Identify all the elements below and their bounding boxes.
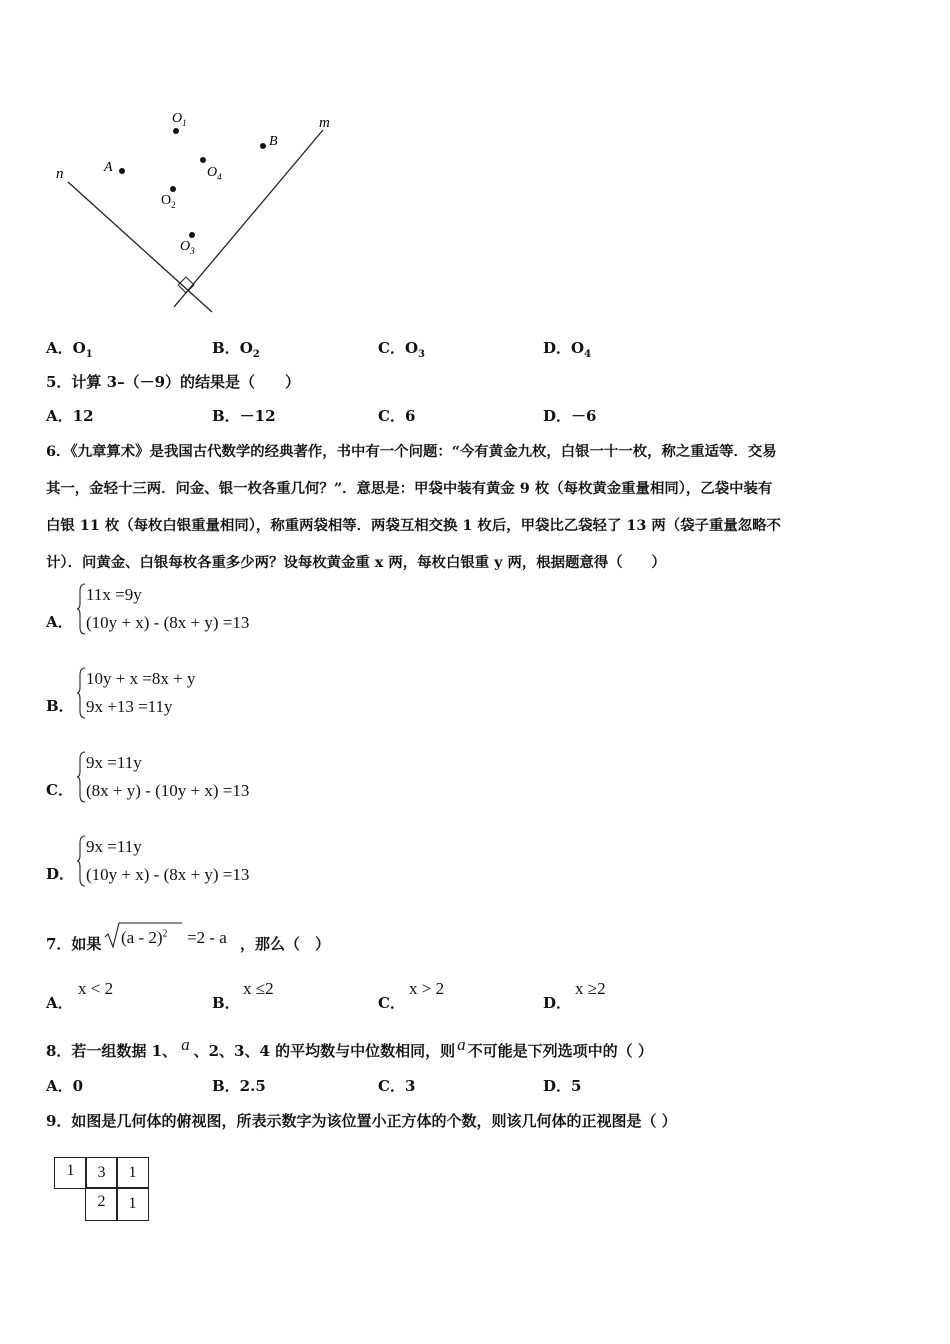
q6-a-eq2: (10y + x) - (8x + y) =13 [86,613,250,632]
q7-option-b-letter[interactable]: B． [212,994,240,1012]
q4-option-a[interactable]: A．$O_1$ [46,339,93,360]
q6-c-eq1: 9x =11y [86,753,142,772]
q5-option-d[interactable]: D．－6 [543,407,597,425]
q8-option-d[interactable]: D．5 [543,1077,582,1095]
q7-option-c-expr: x > 2 [409,979,445,998]
q8-option-b[interactable]: B．2.5 [212,1077,266,1095]
q5-stem: 5．计算 3–（－9）的结果是（ ） [46,373,301,391]
q6-option-a-letter[interactable]: A． [46,613,73,631]
label-a: A [104,160,113,175]
q6-a-eq1: 11x =9y [86,585,142,604]
q6-option-b-letter[interactable]: B． [46,697,74,715]
q7-suffix: ，那么（ ） [240,935,331,953]
q5-option-a[interactable]: A．12 [46,407,94,425]
q6-d-eq2: (10y + x) - (8x + y) =13 [86,865,250,884]
brace-icon [76,583,86,635]
label-o1: $O_1$ [172,111,187,128]
q6-stem-line1: 6．《九章算术》是我国古代数学的经典著作，书中有一个问题：“今有黄金九枚，白银一十一枚，称之重适等．交易 [46,443,777,460]
point-o1 [173,128,179,134]
grid-cell: 1 [54,1157,87,1189]
q8-stem: 8．若一组数据 1、 a 、2、3、4 的平均数与中位数相同，则 a 不可能是下列选项中的（ ） [46,1035,653,1060]
q6-b-eq1: 10y + x =8x + y [86,669,196,688]
q7-option-b-expr: x ≤2 [243,979,274,998]
brace-icon [76,751,86,803]
q8-option-a[interactable]: A．0 [46,1077,84,1095]
q4-option-d[interactable]: D．$O_4$ [543,339,592,360]
q6-d-eq1: 9x =11y [86,837,142,856]
q5-option-c[interactable]: C．6 [378,407,416,425]
grid-cell: 3 [85,1157,118,1189]
point-a [119,168,125,174]
q7-option-a-expr: x < 2 [78,979,114,998]
top-view-grid [54,1157,152,1223]
q6-stem-line4: 计）．问黄金、白银每枚各重多少两？设每枚黄金重 x 两，每枚白银重 y 两，根据题意得（ ） [46,554,666,571]
q6-c-eq2: (8x + y) - (10y + x) =13 [86,781,250,800]
q5-option-b[interactable]: B．－12 [212,407,276,425]
q6-option-c-letter[interactable]: C． [46,781,73,799]
point-o2 [170,186,176,192]
q7-radicand: (a - 2)$^2$ [121,928,168,947]
q6-stem-line2: 其一，金轻十三两．问金、银一枚各重几何？”．意思是：甲袋中装有黄金 9 枚（每枚黄金重量相同），乙袋中装有 [46,480,773,497]
q4-option-c[interactable]: C．$O_3$ [378,339,425,360]
label-o4: $O_4$ [207,165,222,182]
q4-option-b[interactable]: B．$O_2$ [212,339,260,360]
point-o4 [200,157,206,163]
label-o3: $O_3$ [180,239,195,256]
grid-cell: 1 [116,1157,149,1189]
q6-option-d-letter[interactable]: D． [46,865,75,883]
grid-cell: 2 [85,1187,118,1221]
q7-option-d-letter[interactable]: D． [543,994,572,1012]
line-m [174,130,323,307]
geometry-figure [40,105,360,320]
label-n: n [56,166,64,182]
q7-option-d-expr: x ≥2 [575,979,606,998]
label-b: B [269,134,278,149]
q7-option-c-letter[interactable]: C． [378,994,405,1012]
q6-stem-line3: 白银 11 枚（每枚白银重量相同），称重两袋相等．两袋互相交换 1 枚后，甲袋比乙袋轻了 13 两（袋子重量忽略不 [46,517,781,534]
brace-icon [76,835,86,887]
q9-stem: 9．如图是几何体的俯视图，所表示数字为该位置小正方体的个数，则该几何体的正视图是（ ） [46,1112,677,1130]
right-angle-mark [178,277,194,293]
q8-option-c[interactable]: C．3 [378,1077,416,1095]
q6-b-eq2: 9x +13 =11y [86,697,173,716]
label-m: m [319,115,330,131]
label-o2: $O_2$ [161,193,176,210]
point-b [260,143,266,149]
q7-prefix: 7．如果 [46,935,102,953]
q7-option-a-letter[interactable]: A． [46,994,73,1012]
q7-rhs: =2 - a [187,928,227,947]
point-o3 [189,232,195,238]
grid-cell: 1 [116,1187,149,1221]
brace-icon [76,667,86,719]
